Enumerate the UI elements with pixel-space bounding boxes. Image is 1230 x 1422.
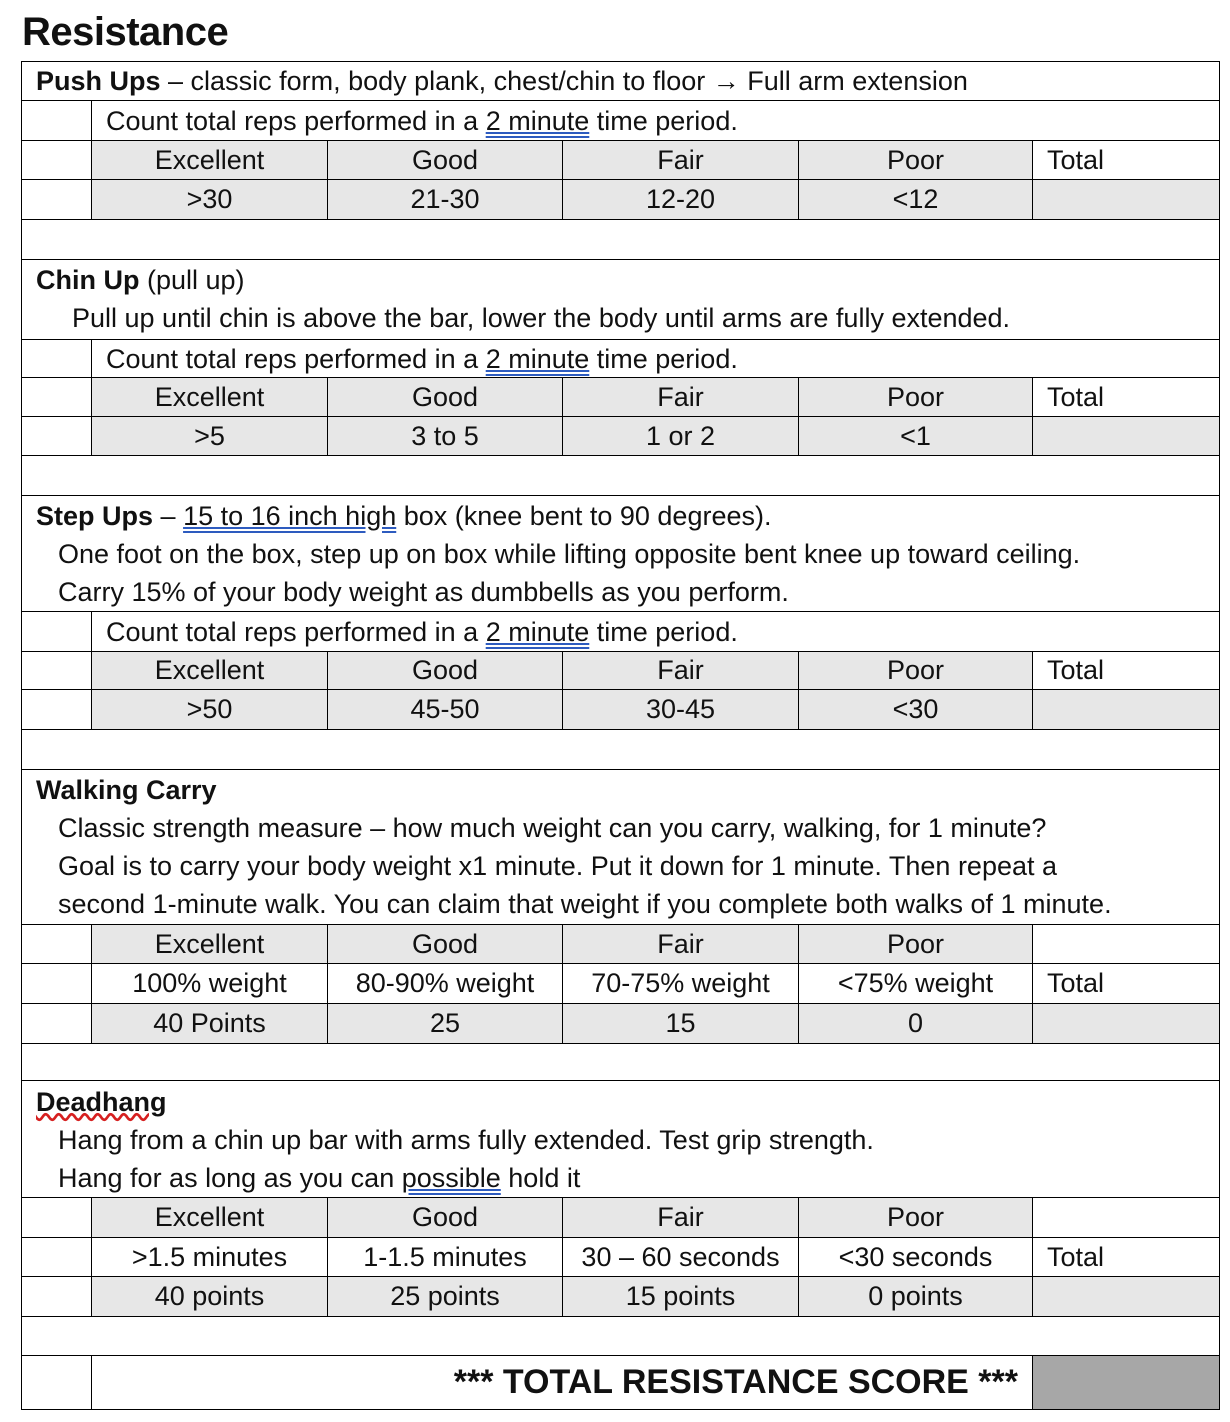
rating-excellent: Excellent: [91, 925, 327, 963]
walking-carry-poor: <75% weight: [798, 964, 1032, 1003]
walking-carry-excellent: 100% weight: [91, 964, 327, 1003]
deadhang-points-poor: 0 points: [798, 1277, 1032, 1316]
chin-up-name-suffix: (pull up): [139, 265, 245, 295]
walking-carry-header-row: [22, 770, 1219, 925]
deadhang-header-row: [22, 1081, 1219, 1198]
chin-up-good: 3 to 5: [327, 417, 562, 455]
push-ups-desc: – classic form, body plank, chest/chin to floor → Full arm extension: [160, 66, 968, 96]
walking-carry-points-fair: 15: [562, 1004, 798, 1043]
total-score-row: [22, 1356, 1219, 1409]
step-ups-values-row: [22, 690, 1219, 730]
walking-carry-points-poor: 0: [798, 1004, 1032, 1043]
walking-carry-line2: Goal is to carry your body weight x1 minute. Put it down for 1 minute. Then repeat a: [58, 851, 1058, 881]
push-ups-excellent: >30: [91, 180, 327, 219]
chin-up-total-input[interactable]: [1032, 417, 1219, 455]
spacer-row: [22, 1317, 1219, 1356]
step-ups-dash: –: [153, 501, 184, 531]
walking-carry-line3: second 1-minute walk. You can claim that weight if you complete both walks of 1 minute.: [58, 889, 1112, 919]
walking-carry-fair: 70-75% weight: [562, 964, 798, 1003]
walking-carry-points-excellent: 40 Points: [91, 1004, 327, 1043]
total-label: Total: [1032, 964, 1219, 1003]
step-ups-good: 45-50: [327, 690, 562, 729]
rating-good: Good: [327, 1198, 562, 1237]
step-ups-line2: One foot on the box, step up on box while lifting opposite bent knee up toward ceiling.: [58, 539, 1081, 569]
deadhang-points-excellent: 40 points: [91, 1277, 327, 1316]
total-resistance-score-input[interactable]: [1032, 1356, 1219, 1409]
rating-good: Good: [327, 652, 562, 689]
step-ups-total-input[interactable]: [1032, 690, 1219, 729]
rating-excellent: Excellent: [91, 1198, 327, 1237]
instruction-prefix: Count total reps performed in a: [106, 106, 486, 136]
spacer-row: [22, 220, 1219, 260]
deadhang-poor: <30 seconds: [798, 1238, 1032, 1276]
push-ups-values-row: [22, 180, 1219, 220]
instruction-suffix: time period.: [589, 344, 738, 374]
push-ups-instruction-row: [22, 101, 1219, 141]
push-ups-header-row: [22, 62, 1219, 101]
instruction-duration: 2 minute: [485, 106, 590, 136]
deadhang-rating-header-row: [22, 1198, 1219, 1238]
step-ups-box-height: 15 to 16 inch high: [183, 501, 397, 531]
chin-up-name: Chin Up: [36, 265, 140, 295]
step-ups-header-row: [22, 496, 1219, 612]
step-ups-instruction-row: [22, 612, 1219, 652]
rating-good: Good: [327, 925, 562, 963]
rating-poor: Poor: [798, 925, 1032, 963]
deadhang-total-input[interactable]: [1032, 1277, 1219, 1316]
step-ups-poor: <30: [798, 690, 1032, 729]
walking-carry-total-input[interactable]: [1032, 1004, 1219, 1043]
rating-good: Good: [327, 378, 562, 416]
walking-carry-name: Walking Carry: [36, 775, 217, 805]
deadhang-line1: Hang from a chin up bar with arms fully extended. Test grip strength.: [58, 1125, 874, 1155]
instruction-prefix: Count total reps performed in a: [106, 344, 486, 374]
walking-carry-points-row: [22, 1004, 1219, 1044]
total-label: Total: [1032, 1238, 1219, 1276]
spacer-row: [22, 730, 1219, 770]
rating-fair: Fair: [562, 1198, 798, 1237]
deadhang-fair: 30 – 60 seconds: [562, 1238, 798, 1276]
chin-up-header-row: [22, 260, 1219, 340]
push-ups-count-instruction: [22, 103, 1219, 139]
push-ups-rating-header-row: [22, 141, 1219, 180]
deadhang-line2-prefix: Hang for as long as you can: [58, 1163, 402, 1193]
rating-poor: Poor: [798, 141, 1032, 179]
push-ups-title: [22, 63, 1219, 99]
page-title: Resistance: [22, 10, 229, 54]
rating-fair: Fair: [562, 652, 798, 689]
walking-carry-rating-header-row: [22, 925, 1219, 964]
push-ups-name: Push Ups: [36, 66, 161, 96]
rating-poor: Poor: [798, 1198, 1032, 1237]
deadhang-line2-link: possible: [401, 1163, 501, 1193]
instruction-duration: 2 minute: [485, 344, 590, 374]
total-label: Total: [1032, 652, 1219, 689]
total-label: Total: [1032, 141, 1219, 179]
chin-up-values-row: [22, 417, 1219, 456]
resistance-table: [21, 61, 1220, 1410]
instruction-prefix: Count total reps performed in a: [106, 617, 486, 647]
deadhang-name: Deadhang: [36, 1087, 167, 1117]
rating-good: Good: [327, 141, 562, 179]
spacer-row: [22, 1044, 1219, 1081]
walking-carry-title: [22, 772, 1219, 808]
chin-up-instruction-row: [22, 340, 1219, 378]
rating-fair: Fair: [562, 378, 798, 416]
step-ups-excellent: >50: [91, 690, 327, 729]
instruction-suffix: time period.: [589, 106, 738, 136]
step-ups-name: Step Ups: [36, 501, 154, 531]
empty-cell: [1032, 925, 1219, 963]
step-ups-title: [22, 498, 1219, 534]
step-ups-desc: box (knee bent to 90 degrees).: [396, 501, 772, 531]
rating-poor: Poor: [798, 652, 1032, 689]
rating-fair: Fair: [562, 141, 798, 179]
chin-up-rating-header-row: [22, 378, 1219, 417]
step-ups-fair: 30-45: [562, 690, 798, 729]
push-ups-fair: 12-20: [562, 180, 798, 219]
chin-up-count-instruction: [22, 341, 1219, 377]
rating-excellent: Excellent: [91, 141, 327, 179]
step-ups-count-instruction: [22, 614, 1219, 650]
chin-up-poor: <1: [798, 417, 1032, 455]
walking-carry-good: 80-90% weight: [327, 964, 562, 1003]
deadhang-line2: [22, 1160, 1219, 1196]
rating-excellent: Excellent: [91, 378, 327, 416]
empty-cell: [1032, 1198, 1219, 1237]
walking-carry-criteria-row: [22, 964, 1219, 1004]
deadhang-excellent: >1.5 minutes: [91, 1238, 327, 1276]
deadhang-title: [22, 1084, 1219, 1120]
push-ups-good: 21-30: [327, 180, 562, 219]
chin-up-title: [22, 262, 1219, 298]
step-ups-rating-header-row: [22, 652, 1219, 690]
walking-carry-line1: Classic strength measure – how much weight can you carry, walking, for 1 minute?: [58, 813, 1047, 843]
deadhang-good: 1-1.5 minutes: [327, 1238, 562, 1276]
chin-up-fair: 1 or 2: [562, 417, 798, 455]
deadhang-points-row: [22, 1277, 1219, 1317]
chin-up-desc: Pull up until chin is above the bar, lower the body until arms are fully extended.: [72, 303, 1011, 333]
deadhang-points-good: 25 points: [327, 1277, 562, 1316]
spacer-row: [22, 456, 1219, 496]
push-ups-total-input[interactable]: [1032, 180, 1219, 219]
rating-fair: Fair: [562, 925, 798, 963]
step-ups-line3: Carry 15% of your body weight as dumbbells as you perform.: [58, 577, 789, 607]
deadhang-line2-suffix: hold it: [500, 1163, 581, 1193]
total-label: Total: [1032, 378, 1219, 416]
deadhang-points-fair: 15 points: [562, 1277, 798, 1316]
chin-up-excellent: >5: [91, 417, 327, 455]
walking-carry-points-good: 25: [327, 1004, 562, 1043]
instruction-duration: 2 minute: [485, 617, 590, 647]
push-ups-poor: <12: [798, 180, 1032, 219]
rating-excellent: Excellent: [91, 652, 327, 689]
deadhang-criteria-row: [22, 1238, 1219, 1277]
instruction-suffix: time period.: [589, 617, 738, 647]
rating-poor: Poor: [798, 378, 1032, 416]
total-resistance-score-label: *** TOTAL RESISTANCE SCORE ***: [91, 1356, 1032, 1409]
